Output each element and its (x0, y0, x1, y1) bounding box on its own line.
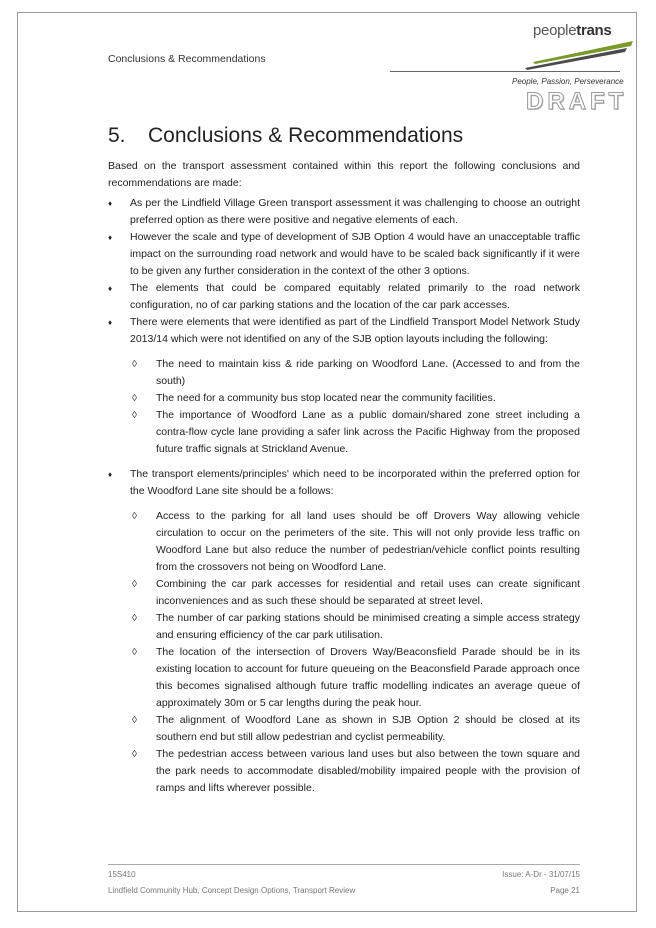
sub-bullet-diamond-outline-icon: ◊ (132, 359, 137, 370)
bullet-diamond-icon: ♦ (108, 284, 113, 293)
logo-tagline: People, Passion, Perseverance (512, 77, 624, 86)
intro-paragraph: Based on the transport assessment contained within this report the following conclusions and recommendations are made: (108, 160, 580, 189)
sub-list-item-text: The alignment of Woodford Lane as shown in SJB Option 2 should be closed at its southern end but still allow pedestrian and cyclist permeability. (156, 714, 580, 743)
list-item-text: The elements that could be compared equitably related primarily to the road network configuration, no of car parking stations and the location of the car park accesses. (130, 282, 580, 311)
bullet-diamond-icon: ♦ (108, 318, 113, 327)
sub-list-item-text: Access to the parking for all land uses should be off Drovers Way allowing vehicle circulation to occur on the perimeters of the site. This will not only provide less traffic on Woodford Lane but also reduce the number of pedestrian/vehicle conflict points resulting from the crossovers not being on Woodford Lane. (156, 510, 580, 573)
footer-document-title: Lindfield Community Hub, Concept Design Options, Transport Review (108, 886, 356, 895)
sub-list-item-text: Combining the car park accesses for residential and retail uses can create significant inconveniences and as such these should be separated at street level. (156, 578, 580, 607)
sub-bullet-diamond-outline-icon: ◊ (132, 410, 137, 421)
list-item-text: There were elements that were identified as part of the Lindfield Transport Model Network Study 2013/14 which were not identified on any of the SJB option layouts including the following: (130, 316, 580, 345)
list-item-text: However the scale and type of development of SJB Option 4 would have an unacceptable traffic impact on the surrounding road network and would have to be scaled back significantly if it were to be given any further consideration in the context of the other 3 options. (130, 231, 580, 277)
list-item (108, 314, 580, 458)
list-item-text: The transport elements/principles' which need to be incorporated within the preferred option for the Woodford Lane site should be a follows: (130, 468, 580, 497)
list-item (108, 466, 580, 797)
sub-bullet-diamond-outline-icon: ◊ (132, 579, 137, 590)
sub-list-item (130, 356, 580, 390)
sub-list-item (130, 390, 580, 407)
sub-list-item-text: The need to maintain kiss & ride parking on Woodford Lane. (Accessed to and from the south) (156, 358, 580, 387)
footer-reference: 15S410 (108, 870, 136, 879)
sub-bullet-diamond-outline-icon: ◊ (132, 393, 137, 404)
section-heading (108, 124, 463, 148)
sub-list (130, 356, 580, 458)
footer-issue: Issue: A-Dr - 31/07/15 (502, 870, 580, 879)
body-content (108, 158, 580, 805)
sub-list (130, 508, 580, 797)
sub-bullet-diamond-outline-icon: ◊ (132, 749, 137, 760)
sub-bullet-diamond-outline-icon: ◊ (132, 613, 137, 624)
recommendations-list (108, 195, 580, 797)
sub-list-item (130, 746, 580, 797)
running-header-title: Conclusions & Recommendations (108, 53, 266, 65)
sub-list-item-text: The pedestrian access between various land uses but also between the town square and the park needs to accommodate disabled/mobility impaired people with the provision of ramps and lifts wherever possible. (156, 748, 580, 794)
list-item (108, 280, 580, 314)
sub-list-item (130, 644, 580, 712)
sub-bullet-diamond-outline-icon: ◊ (132, 647, 137, 658)
list-item (108, 229, 580, 280)
sub-list-item (130, 610, 580, 644)
peopletrans-logo (505, 22, 635, 72)
sub-list-item-text: The location of the intersection of Drovers Way/Beaconsfield Parade should be in its existing location to account for future queueing on the Beaconsfield Parade approach once this becomes signalised although future traffic modelling indicates an average queue of approximately 30m or 5 car lengths during the peak hour. (156, 646, 580, 709)
logo-wordmark: peopletrans (533, 22, 612, 39)
list-item (108, 195, 580, 229)
sub-bullet-diamond-outline-icon: ◊ (132, 511, 137, 522)
logo-swoosh-icon (505, 22, 635, 72)
sub-list-item (130, 407, 580, 458)
sub-list-item (130, 576, 580, 610)
sub-list-item (130, 508, 580, 576)
sub-list-item-text: The number of car parking stations should be minimised creating a simple access strategy and ensuring efficiency of the car park utilisation. (156, 612, 580, 641)
bullet-diamond-icon: ♦ (108, 233, 113, 242)
section-title: Conclusions & Recommendations (148, 124, 464, 147)
sub-list-item-text: The need for a community bus stop located near the community facilities. (156, 392, 496, 404)
draft-watermark: DRAFT (526, 88, 628, 115)
footer-page-number: Page 21 (550, 886, 580, 895)
sub-list-item-text: The importance of Woodford Lane as a public domain/shared zone street including a contra-flow cycle lane providing a safer link across the Pacific Highway from the proposed future traffic signals at Strickland Avenue. (156, 409, 580, 455)
bullet-diamond-icon: ♦ (108, 470, 113, 479)
footer-rule (108, 864, 580, 865)
bullet-diamond-icon: ♦ (108, 199, 113, 208)
section-number: 5. (108, 124, 126, 147)
sub-list-item (130, 712, 580, 746)
list-item-text: As per the Lindfield Village Green transport assessment it was challenging to choose an outright preferred option as there were positive and negative elements of each. (130, 197, 580, 226)
sub-bullet-diamond-outline-icon: ◊ (132, 715, 137, 726)
